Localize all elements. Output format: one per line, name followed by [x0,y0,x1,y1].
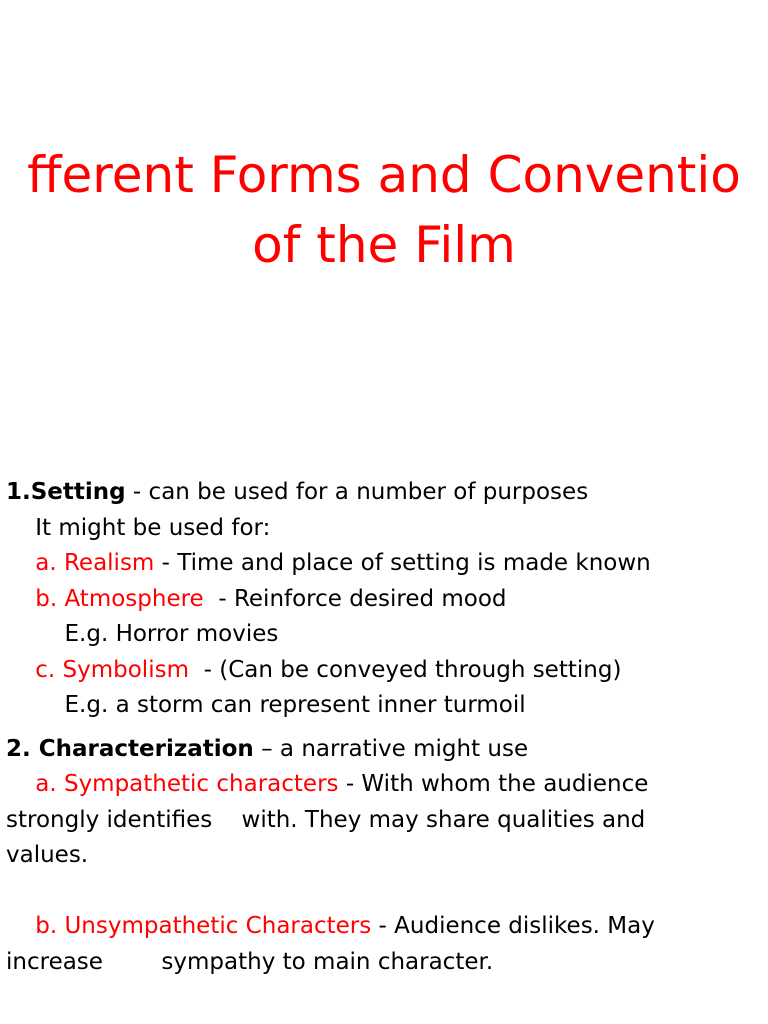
atmosphere-example-line [6,617,746,653]
slide-title-line-2: of the Film [252,216,516,274]
section-gap [6,724,746,732]
setting-heading-line [6,475,746,511]
characterization-heading-line [6,732,746,768]
sympathetic-continuation-2: values. [6,842,89,868]
symbolism-example-line [6,688,746,724]
symbolism-example: E.g. a storm can represent inner turmoil [64,692,526,718]
slide-title-line-1: fferent Forms and Conventio [27,146,741,204]
sympathetic-continuation-1: strongly identifies with. They may share qualities and [6,806,646,833]
realism-label: a. Realism [35,550,155,576]
sympathetic-label: a. Sympathetic characters [35,771,339,797]
setting-intro: - can be used for a number of purposes [125,479,589,505]
unsympathetic-label: b. Unsympathetic Characters [35,913,372,939]
characterization-item-unsympathetic [6,909,746,945]
setting-item-atmosphere [6,582,746,618]
setting-lead: It might be used for: [35,514,271,541]
setting-lead-line [6,511,746,547]
symbolism-label: c. Symbolism [35,656,189,683]
atmosphere-label: b. Atmosphere [35,585,204,612]
atmosphere-example: E.g. Horror movies [64,621,279,647]
sympathetic-text: - With whom the audience [338,771,649,797]
characterization-heading: 2. Characterization [6,735,254,762]
unsympathetic-text: - Audience dislikes. May [371,913,655,939]
symbolism-text: - (Can be conveyed through setting) [188,656,622,683]
setting-heading: 1.Setting [6,479,126,505]
unsympathetic-continuation-1: increase sympathy to main character. [6,948,494,975]
blank-line [6,874,746,910]
characterization-item-sympathetic [6,767,746,803]
atmosphere-text: - Reinforce desired mood [203,585,507,612]
characterization-intro: – a narrative might use [253,735,529,762]
setting-item-realism [6,546,746,582]
realism-text: - Time and place of setting is made known [154,550,651,576]
setting-item-symbolism [6,653,746,689]
slide-body [6,475,746,980]
